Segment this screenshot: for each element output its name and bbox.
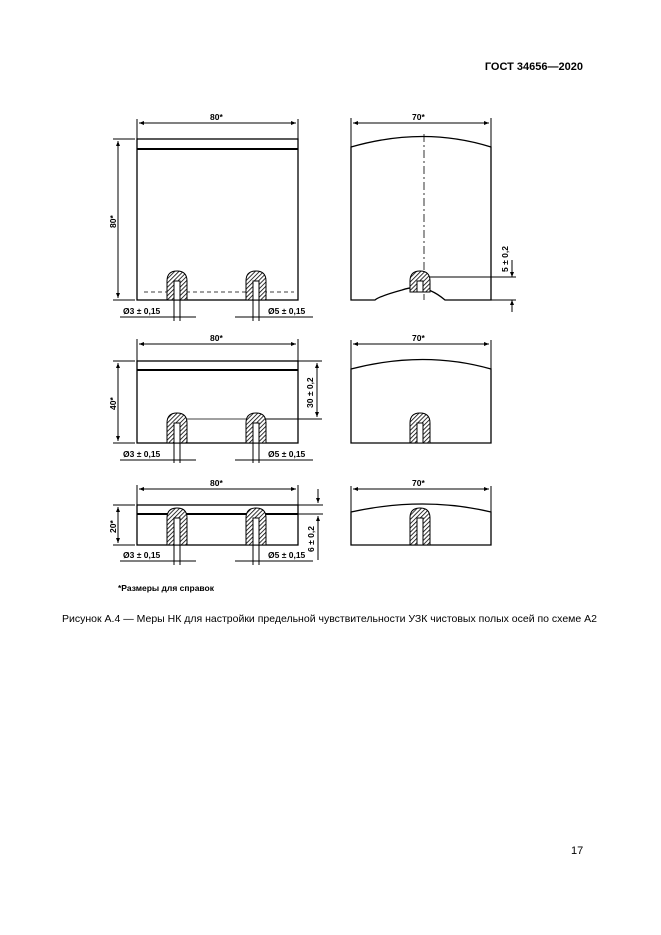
block-70-side-view <box>351 118 516 312</box>
block-80-front-view <box>113 119 313 321</box>
block-20-side-view <box>351 486 491 545</box>
footnote: *Размеры для справок <box>118 583 214 593</box>
dim-hole-d5: Ø5 ± 0,15 <box>268 306 306 316</box>
figure-caption: Рисунок А.4 — Меры НК для настройки предельной чувствительности УЗК чистовых полых осей по схеме А2 <box>62 613 597 625</box>
dim-width-80: 80* <box>210 333 223 343</box>
dim-depth-5: 5 ± 0,2 <box>500 246 510 272</box>
dim-hole-d3: Ø3 ± 0,15 <box>123 306 161 316</box>
dim-width-70: 70* <box>412 112 425 122</box>
dim-height-20: 20* <box>108 520 118 533</box>
block-40-front-view <box>113 339 322 463</box>
dim-width-80: 80* <box>210 478 223 488</box>
dim-height-80: 80* <box>108 215 118 228</box>
dim-hole-d3: Ø3 ± 0,15 <box>123 550 161 560</box>
dim-width-70: 70* <box>412 333 425 343</box>
standard-header: ГОСТ 34656—2020 <box>484 61 583 73</box>
page-number: 17 <box>571 845 584 857</box>
dim-depth-6: 6 ± 0,2 <box>306 526 316 552</box>
dim-width-70: 70* <box>412 478 425 488</box>
dim-hole-d5: Ø5 ± 0,15 <box>268 449 306 459</box>
dim-hole-d5: Ø5 ± 0,15 <box>268 550 306 560</box>
block-40-side-view <box>351 340 491 443</box>
dim-hole-d3: Ø3 ± 0,15 <box>123 449 161 459</box>
dim-width-80: 80* <box>210 112 223 122</box>
dim-height-40: 40* <box>108 397 118 410</box>
dim-depth-30: 30 ± 0,2 <box>305 377 315 408</box>
